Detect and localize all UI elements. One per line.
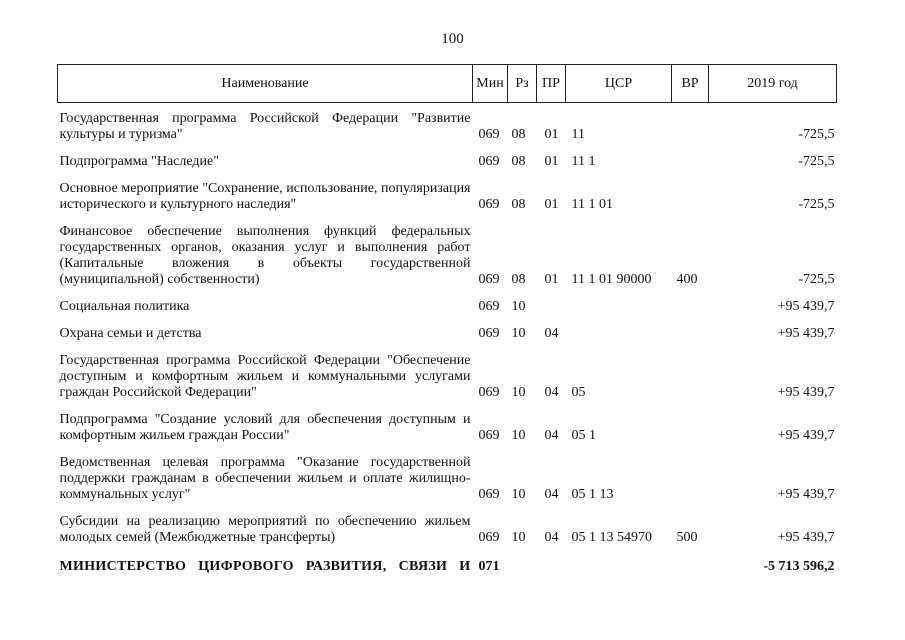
header-pr: ПР — [537, 65, 566, 103]
cell-vr: 500 — [676, 530, 698, 545]
cell-pr: 01 — [544, 197, 559, 212]
cell-csr — [566, 326, 672, 353]
cell-name: Подпрограмма "Наследие" — [59, 154, 219, 169]
cell-year: +95 439,7 — [777, 428, 835, 443]
cell-csr: 05 — [571, 385, 586, 400]
header-csr: ЦСР — [566, 65, 672, 103]
table-row — [58, 514, 837, 557]
ministry-min: 071 — [478, 559, 500, 574]
cell-pr: 01 — [544, 127, 559, 142]
ministry-csr — [566, 557, 672, 575]
cell-name: Охрана семьи и детства — [59, 326, 202, 341]
cell-year: -725,5 — [798, 197, 835, 212]
cell-min: 069 — [478, 299, 500, 314]
cell-name: Подпрограмма "Создание условий для обеспечения доступным и комфортным жильем граждан России" — [59, 412, 471, 443]
cell-vr — [672, 455, 709, 514]
cell-year: +95 439,7 — [777, 530, 835, 545]
cell-vr — [672, 326, 709, 353]
ministry-year: -5 713 596,2 — [763, 559, 835, 574]
ministry-row — [58, 557, 837, 575]
cell-csr: 11 1 01 — [571, 197, 613, 212]
cell-rz: 10 — [511, 385, 526, 400]
table-body — [58, 103, 837, 576]
cell-min: 069 — [478, 530, 500, 545]
cell-min: 069 — [478, 197, 500, 212]
cell-rz: 08 — [511, 154, 526, 169]
cell-pr: 04 — [544, 385, 559, 400]
page-number: 100 — [441, 31, 464, 47]
cell-min: 069 — [478, 326, 500, 341]
cell-name: Государственная программа Российской Федерации "Развитие культуры и туризма" — [59, 111, 471, 142]
cell-csr: 11 1 01 90000 — [571, 272, 652, 287]
cell-name: Основное мероприятие "Сохранение, использование, популяризация исторического и культурного наследия" — [59, 181, 471, 212]
header-rz: Рз — [508, 65, 537, 103]
cell-vr — [672, 412, 709, 455]
cell-csr: 05 1 — [571, 428, 596, 443]
cell-csr: 11 1 — [571, 154, 596, 169]
cell-pr: 04 — [544, 530, 559, 545]
cell-pr: 04 — [544, 487, 559, 502]
cell-csr: 05 1 13 54970 — [571, 530, 652, 545]
cell-vr: 400 — [676, 272, 698, 287]
table-row — [58, 181, 837, 224]
cell-pr: 01 — [544, 154, 559, 169]
cell-vr — [672, 111, 709, 154]
header-name: Наименование — [58, 65, 473, 103]
cell-year: +95 439,7 — [777, 299, 835, 314]
ministry-rz — [508, 557, 537, 575]
ministry-name: МИНИСТЕРСТВО ЦИФРОВОГО РАЗВИТИЯ, СВЯЗИ И — [59, 559, 471, 574]
cell-pr — [537, 299, 566, 326]
cell-rz: 10 — [511, 326, 526, 341]
cell-rz: 10 — [511, 487, 526, 502]
table-row — [58, 326, 837, 353]
cell-name: Социальная политика — [59, 299, 190, 314]
cell-pr: 04 — [544, 326, 559, 341]
cell-csr: 11 — [571, 127, 585, 142]
cell-year: -725,5 — [798, 272, 835, 287]
cell-rz: 10 — [511, 299, 526, 314]
table-row — [58, 224, 837, 299]
header-vr: ВР — [672, 65, 709, 103]
cell-pr: 04 — [544, 428, 559, 443]
table-row — [58, 353, 837, 412]
cell-name: Финансовое обеспечение выполнения функций федеральных государственных органов, оказания услуг и выполнения работ (Капитальные вложения в объекты государственной (муниципальной) собственности) — [59, 224, 471, 287]
cell-name: Ведомственная целевая программа "Оказание государственной поддержки гражданам в обеспечении жильем и оплате жилищно-коммунальных услуг" — [59, 455, 471, 502]
ministry-vr — [672, 557, 709, 575]
cell-rz: 10 — [511, 428, 526, 443]
cell-rz: 08 — [511, 127, 526, 142]
cell-min: 069 — [478, 428, 500, 443]
table-row — [58, 412, 837, 455]
cell-min: 069 — [478, 127, 500, 142]
cell-vr — [672, 154, 709, 181]
cell-year: +95 439,7 — [777, 385, 835, 400]
cell-year: -725,5 — [798, 127, 835, 142]
table-row — [58, 154, 837, 181]
cell-min: 069 — [478, 487, 500, 502]
cell-rz: 08 — [511, 197, 526, 212]
cell-year: +95 439,7 — [777, 487, 835, 502]
cell-pr: 01 — [544, 272, 559, 287]
table-row — [58, 111, 837, 154]
cell-csr: 05 1 13 — [571, 487, 614, 502]
header-year: 2019 год — [709, 65, 837, 103]
cell-min: 069 — [478, 385, 500, 400]
cell-name: Субсидии на реализацию мероприятий по обеспечению жильем молодых семей (Межбюджетные трансферты) — [59, 514, 471, 545]
cell-csr — [566, 299, 672, 326]
cell-vr — [672, 181, 709, 224]
cell-vr — [672, 299, 709, 326]
cell-name: Государственная программа Российской Федерации "Обеспечение доступным и комфортным жильем и коммунальными услугами граждан Российской Федерации" — [59, 353, 471, 400]
table-header — [58, 65, 837, 103]
budget-table — [57, 64, 837, 575]
table-row — [58, 299, 837, 326]
cell-vr — [672, 353, 709, 412]
cell-min: 069 — [478, 154, 500, 169]
cell-year: +95 439,7 — [777, 326, 835, 341]
cell-rz: 08 — [511, 272, 526, 287]
cell-year: -725,5 — [798, 154, 835, 169]
ministry-pr — [537, 557, 566, 575]
table-row — [58, 455, 837, 514]
cell-rz: 10 — [511, 530, 526, 545]
cell-min: 069 — [478, 272, 500, 287]
header-min: Мин — [473, 65, 508, 103]
